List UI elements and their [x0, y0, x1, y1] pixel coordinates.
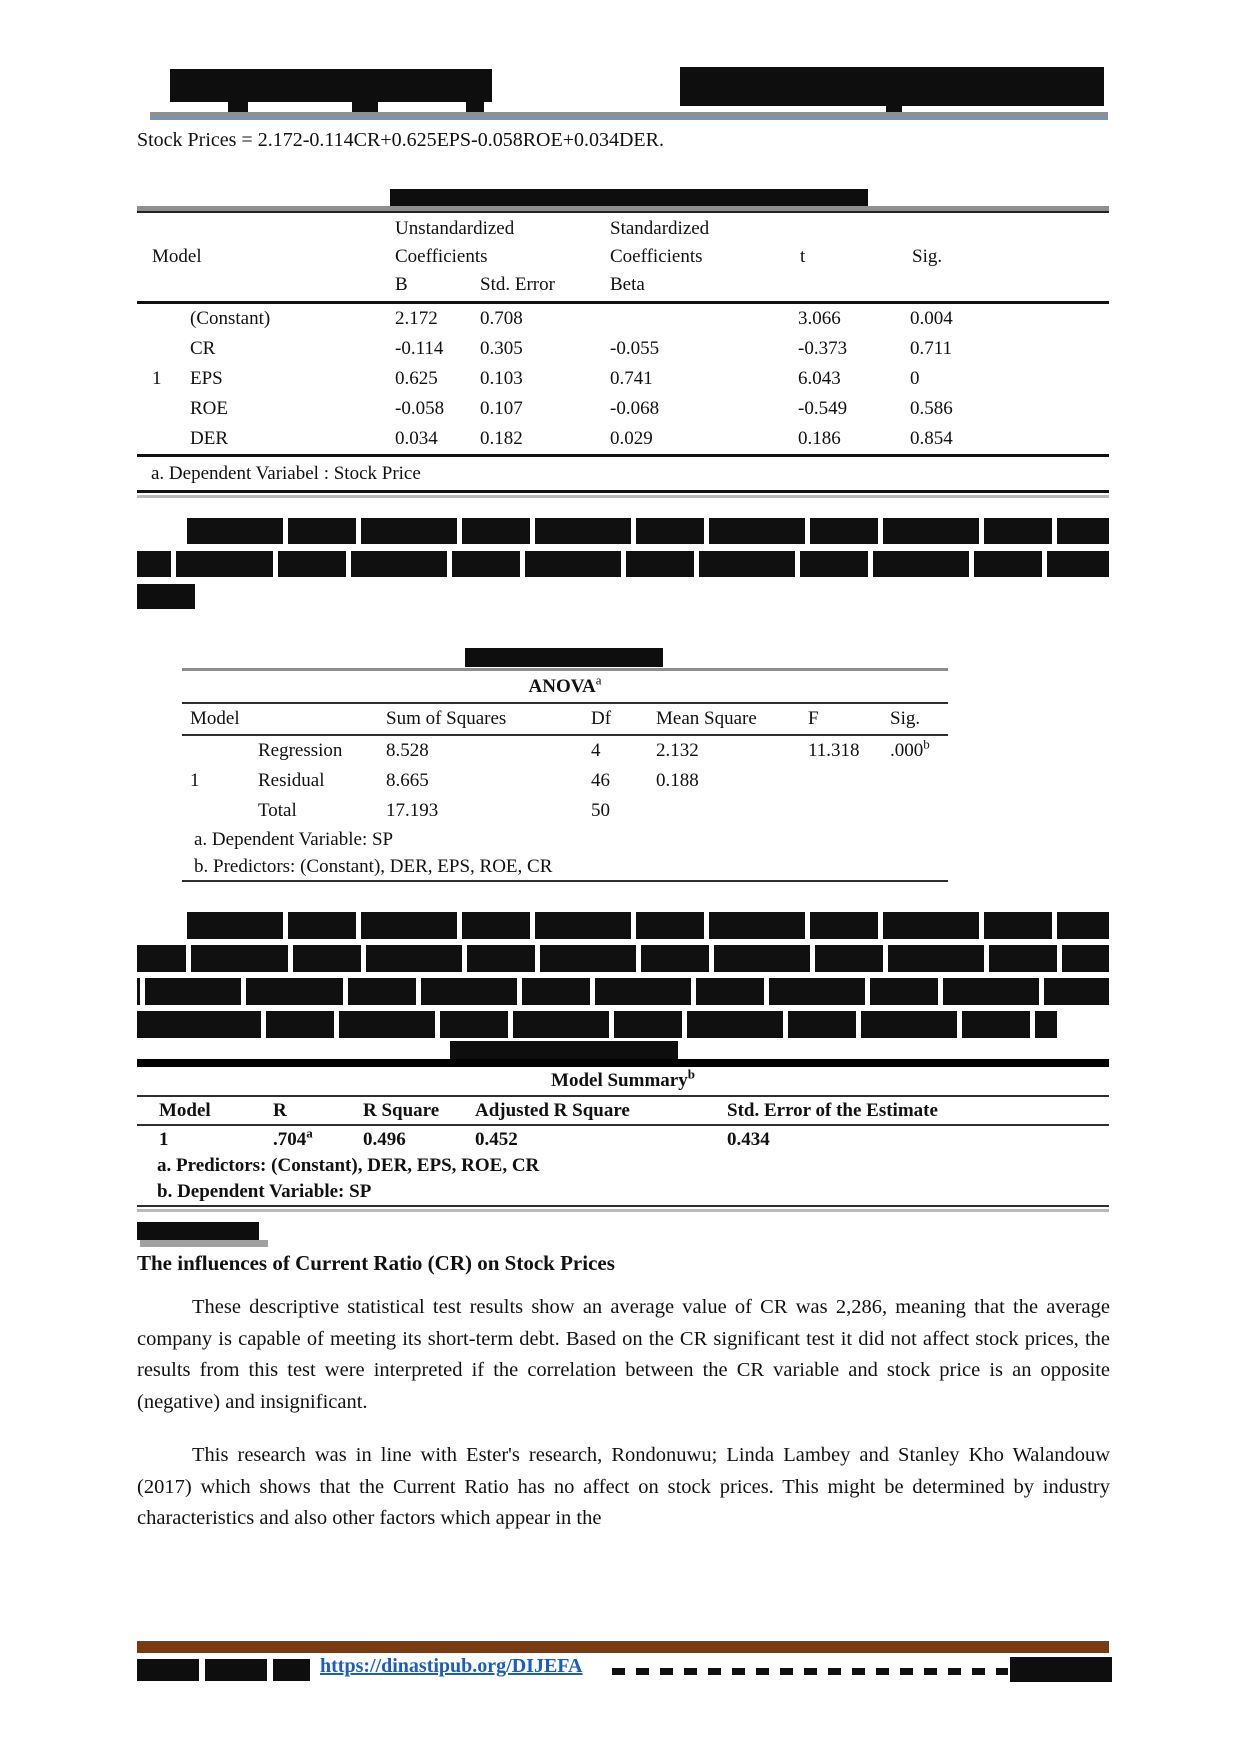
value-beta: 0.741	[610, 368, 653, 389]
value-df: 4	[591, 740, 601, 761]
footer-dot-leader	[612, 1668, 1008, 1675]
model-number-cell	[182, 796, 250, 826]
value-beta	[602, 304, 790, 334]
value-f: 11.318	[808, 740, 860, 761]
table-border	[137, 1205, 1109, 1207]
redaction-descender	[466, 100, 484, 112]
model-summary-footnote-a: a. Predictors: (Constant), DER, EPS, ROE, CR	[157, 1155, 540, 1176]
value-mean-square: 0.188	[656, 770, 699, 791]
redacted-text-line	[187, 518, 1109, 544]
model-number-cell	[137, 424, 182, 454]
col-header-sum-of-squares: Sum of Squares	[386, 708, 507, 729]
redacted-page-number	[1010, 1657, 1112, 1682]
table-border	[137, 1059, 1109, 1067]
row-label: Total	[258, 800, 297, 821]
value-std-error: 0.103	[480, 368, 523, 389]
model-number-cell: 1	[152, 368, 162, 389]
col-header-mean-square: Mean Square	[656, 708, 757, 729]
value-sig	[882, 796, 948, 826]
value-model: 1	[159, 1129, 169, 1150]
redacted-section-heading	[137, 1222, 259, 1240]
col-header-standardized: Standardized Coefficients	[610, 218, 710, 267]
value-df: 46	[591, 770, 610, 791]
col-header-model: Model	[152, 246, 202, 267]
anova-table	[182, 668, 948, 882]
value-t: 3.066	[798, 308, 841, 329]
value-beta: -0.068	[610, 398, 660, 419]
value-std-error-estimate: 0.434	[727, 1129, 770, 1150]
table-border	[182, 880, 948, 882]
col-header-std-error-estimate: Std. Error of the Estimate	[727, 1100, 938, 1121]
value-sig: 0.586	[910, 398, 953, 419]
model-number-cell	[137, 394, 182, 424]
value-sig	[882, 736, 948, 766]
redacted-model-summary-table-title	[450, 1041, 678, 1059]
row-label: CR	[190, 338, 216, 359]
col-header-beta: Beta	[610, 274, 645, 295]
value-r-square: 0.496	[363, 1129, 406, 1150]
coefficients-table-body	[137, 304, 1109, 454]
redacted-footer-label	[137, 1659, 310, 1681]
col-header-adjusted-r-square: Adjusted R Square	[475, 1100, 630, 1121]
footer-separator-bar	[137, 1641, 1109, 1653]
value-mean-square	[648, 796, 800, 826]
value-t: 6.043	[798, 368, 841, 389]
redacted-text-line	[137, 1011, 1057, 1038]
model-summary-title	[137, 1067, 1109, 1095]
model-summary-table	[137, 1059, 1109, 1212]
value-b: 0.625	[395, 368, 438, 389]
col-header-model: Model	[159, 1100, 211, 1121]
value-sig: 0.004	[910, 308, 953, 329]
redacted-text-line	[137, 978, 1109, 1005]
model-number-cell	[137, 304, 182, 334]
value-std-error: 0.708	[480, 308, 523, 329]
r-superscript: a	[306, 1126, 313, 1141]
sig-value: .000	[890, 740, 924, 761]
redacted-text-line	[137, 584, 195, 609]
sig-superscript: b	[923, 736, 930, 752]
value-sig	[882, 766, 948, 796]
col-header-std-error: Std. Error	[480, 274, 555, 295]
value-sum-of-squares: 8.665	[386, 770, 429, 791]
value-t: -0.549	[798, 398, 848, 419]
value-sig: 0.711	[910, 338, 953, 359]
model-summary-title-text: Model Summary	[551, 1070, 688, 1091]
value-sig: 0	[910, 368, 920, 389]
journal-url-link[interactable]: https://dinastipub.org/DIJEFA	[320, 1655, 583, 1677]
redacted-issue-info	[680, 67, 1104, 106]
model-summary-header	[137, 1097, 1109, 1124]
value-sum-of-squares: 8.528	[386, 740, 429, 761]
row-label: DER	[190, 428, 228, 449]
value-f	[800, 766, 882, 796]
coefficients-table	[137, 206, 1109, 498]
discussion-paragraph-2: This research was in line with Ester's research, Rondonuwu; Linda Lambey and Stanley Kho Walandouw (2017) which shows that the Current Ratio has no affect on stock prices. This might be determined by industry characteristics and also other factors which appear in the	[137, 1444, 1110, 1529]
value-mean-square: 2.132	[656, 740, 699, 761]
coefficients-footnote: a. Dependent Variabel : Stock Price	[151, 463, 421, 484]
value-b: 0.034	[395, 428, 438, 449]
col-header-model: Model	[190, 708, 240, 729]
col-header-f: F	[808, 708, 819, 729]
subsection-heading: The influences of Current Ratio (CR) on Stock Prices	[137, 1251, 615, 1275]
anova-title-text: ANOVA	[528, 676, 596, 697]
value-t: -0.373	[798, 338, 848, 359]
row-label: EPS	[190, 368, 223, 389]
col-header-sig: Sig.	[912, 246, 943, 267]
value-sig: 0.854	[910, 428, 953, 449]
value-b: 2.172	[395, 308, 438, 329]
redaction-descender	[352, 99, 378, 113]
col-header-df: Df	[591, 708, 612, 729]
coefficients-table-header	[137, 213, 1109, 301]
anova-footnote-b: b. Predictors: (Constant), DER, EPS, ROE, CR	[194, 856, 553, 877]
col-header-t: t	[800, 246, 806, 267]
redacted-journal-name	[170, 69, 492, 102]
anova-footnote-a: a. Dependent Variable: SP	[194, 829, 394, 850]
value-std-error: 0.182	[480, 428, 523, 449]
col-header-unstandardized: Unstandardized Coefficients	[395, 218, 515, 267]
value-beta: -0.055	[610, 338, 660, 359]
value-f	[800, 796, 882, 826]
anova-title-superscript: a	[595, 672, 602, 688]
header-divider-accent	[150, 117, 1108, 120]
col-header-b: B	[395, 274, 408, 295]
redacted-text-line	[137, 551, 1109, 577]
row-label: ROE	[190, 398, 228, 419]
model-summary-footnote-b: b. Dependent Variable: SP	[157, 1181, 372, 1202]
redacted-coefficients-table-title	[390, 189, 868, 206]
row-label: Regression	[258, 740, 343, 761]
table-border-shadow	[137, 495, 1109, 498]
anova-table-body	[182, 736, 948, 826]
regression-equation: Stock Prices = 2.172-0.114CR+0.625EPS-0.058ROE+0.034DER.	[137, 129, 664, 151]
redaction-shadow	[140, 1240, 268, 1247]
model-summary-title-superscript: b	[687, 1066, 695, 1082]
value-beta: 0.029	[610, 428, 653, 449]
value-r	[265, 1126, 355, 1153]
redacted-text-line	[137, 945, 1109, 972]
model-number-cell: 1	[190, 770, 200, 791]
value-b: -0.114	[395, 338, 444, 359]
value-sum-of-squares: 17.193	[386, 800, 439, 821]
redacted-anova-table-title	[465, 648, 663, 667]
value-df: 50	[591, 800, 610, 821]
model-summary-body	[137, 1126, 1109, 1153]
col-header-r-square: R Square	[363, 1100, 440, 1121]
anova-table-header	[182, 704, 948, 734]
value-t: 0.186	[798, 428, 841, 449]
table-border	[137, 490, 1109, 493]
value-std-error: 0.305	[480, 338, 523, 359]
redacted-text-line	[187, 912, 1109, 939]
discussion-paragraph-1: These descriptive statistical test results show an average value of CR was 2,286, meaning that the average company is capable of meeting its short-term debt. Based on the CR significant test it did not affect stock prices, the results from this test were interpreted if the correlation between the CR variable and stock price is an opposite (negative) and insignificant.	[137, 1296, 1110, 1413]
table-border-shadow	[137, 1209, 1109, 1212]
value-b: -0.058	[395, 398, 445, 419]
anova-title	[182, 671, 948, 702]
value-std-error: 0.107	[480, 398, 523, 419]
row-label: (Constant)	[190, 308, 271, 329]
col-header-r: R	[273, 1100, 287, 1121]
model-number-cell	[137, 334, 182, 364]
row-label: Residual	[258, 770, 325, 791]
r-value: .704	[273, 1129, 307, 1150]
model-number-cell	[182, 736, 250, 766]
value-adjusted-r-square: 0.452	[475, 1129, 518, 1150]
col-header-sig: Sig.	[890, 708, 921, 729]
